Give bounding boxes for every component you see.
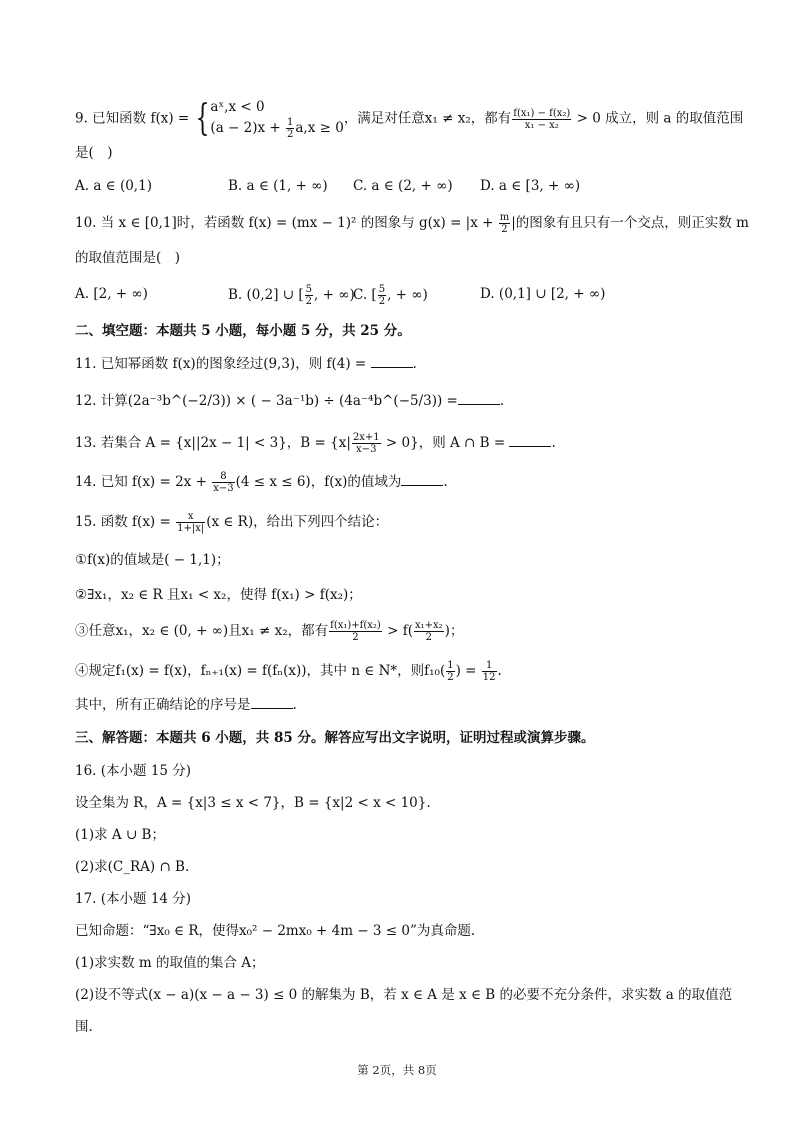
fraction: $\frac{1}{12}$ <box>482 660 496 683</box>
answer-blank[interactable] <box>371 355 413 368</box>
question-16-part-2: (2)求(C_RA) ∩ B. <box>75 859 190 875</box>
question-10: 10. 当 x ∈ [0,1]时，若函数 f(x) = (mx − 1)² 的图象与 g(x) = |x + $\frac{m}{2}$ |的图象有且只有一个交点，则正实数 m <box>75 212 749 235</box>
question-15-conclusion-4: ④规定f₁(x) = f(x)，fₙ₊₁(x) = f(fₙ(x))，其中 n ∈ N*，则f₁₀( $\frac{1}{2}$ ) = $\frac{1}{12}$ . <box>75 660 502 683</box>
option-b: B. (0,2] ∪ [ $\frac{5}{2}$ , + ∞) <box>228 284 355 307</box>
question-15-conclusion-2: ②∃x₁，x₂ ∈ R 且x₁ < x₂，使得 f(x₁) > f(x₂)； <box>75 587 362 603</box>
fraction: $\frac{x}{1+|x|}$ <box>177 511 205 534</box>
fraction: $\frac{\text{x₁+x₂}}{2}$ <box>414 620 443 643</box>
question-16-part-1: (1)求 A ∪ B； <box>75 827 165 843</box>
question-9: 9. 已知函数 f(x) = { aˣ,x < 0 (a − 2)x + $\frac{1}{2}$ a,x ≥ 0 ，满足对任意x₁ ≠ x₂，都有 $\frac{\text{f(x₁) − f(x₂)}}{\text{x₁ − x₂}}$ > 0 成立，则 a 的取值范围 <box>75 98 744 140</box>
fraction: $\frac{m}{2}$ <box>499 212 510 235</box>
question-14: 14. 已知 f(x) = 2x + $\frac{8}{x-3}$ (4 ≤ x ≤ 6)，f(x)的值域为 . <box>75 471 448 494</box>
question-17-stem: 已知命题：“∃x₀ ∈ R，使得x₀² − 2mx₀ + 4m − 3 ≤ 0”为真命题. <box>75 923 476 939</box>
fraction: $\frac{2x+1}{x-3}$ <box>352 432 380 455</box>
question-16-title: 16. (本小题 15 分) <box>75 763 192 779</box>
answer-blank[interactable] <box>401 473 443 486</box>
question-11: 11. 已知幂函数 f(x)的图象经过(9,3)，则 f(4) = . <box>75 356 417 372</box>
option-a: A. a ∈ (0,1) <box>75 178 152 194</box>
question-16-stem: 设全集为 R，A = {x|3 ≤ x < 7}，B = {x|2 < x < 10}. <box>75 795 431 811</box>
piecewise-cases: aˣ,x < 0 (a − 2)x + $\frac{1}{2}$ a,x ≥ 0 <box>210 99 344 140</box>
section-2-heading: 二、填空题：本题共 5 小题，每小题 5 分，共 25 分。 <box>75 323 411 339</box>
fraction: $\frac{\text{f(x₁)+f(x₂)}}{2}$ <box>330 620 381 643</box>
question-15-ask: 其中，所有正确结论的序号是 . <box>75 697 297 713</box>
section-3-heading: 三、解答题：本题共 6 小题，共 85 分。解答应写出文字说明，证明过程或演算步骤。 <box>75 730 595 746</box>
option-b: B. a ∈ (1, + ∞) <box>228 178 328 194</box>
fraction: $\frac{8}{x-3}$ <box>213 471 234 494</box>
question-15-conclusion-3: ③任意x₁，x₂ ∈ (0, + ∞)且x₁ ≠ x₂，都有 $\frac{\text{f(x₁)+f(x₂)}}{2}$ > f( $\frac{\text{x₁+x₂}}{2}$ )； <box>75 620 464 643</box>
question-10-line2: 的取值范围是( ) <box>75 250 181 266</box>
fraction: $\frac{1}{2}$ <box>447 660 454 683</box>
option-c: C. [ $\frac{5}{2}$ , + ∞) <box>353 284 428 307</box>
option-d: D. (0,1] ∪ [2, + ∞) <box>480 286 606 302</box>
answer-blank[interactable] <box>509 434 551 447</box>
option-d: D. a ∈ [3, + ∞) <box>480 178 581 194</box>
question-15: 15. 函数 f(x) = $\frac{x}{1+|x|}$ (x ∈ R)，给出下列四个结论： <box>75 511 389 534</box>
answer-blank[interactable] <box>251 696 293 709</box>
option-a: A. [2, + ∞) <box>75 286 148 302</box>
question-17-part-2: (2)设不等式(x − a)(x − a − 3) ≤ 0 的解集为 B，若 x ∈ A 是 x ∈ B 的必要不充分条件，求实数 a 的取值范 <box>75 987 733 1003</box>
fraction: $\frac{5}{2}$ <box>305 284 313 307</box>
question-17-part-2-cont: 围. <box>75 1019 93 1035</box>
page-footer: 第 2页，共 8页 <box>357 1063 437 1077</box>
left-brace: { <box>195 98 209 139</box>
question-17-part-1: (1)求实数 m 的取值的集合 A； <box>75 955 265 971</box>
question-17-title: 17. (本小题 14 分) <box>75 891 192 907</box>
option-c: C. a ∈ (2, + ∞) <box>353 178 453 194</box>
question-13: 13. 若集合 A = {x||2x − 1| < 3}，B = {x| $\frac{2x+1}{x-3}$ > 0}，则 A ∩ B = . <box>75 432 556 455</box>
question-15-conclusion-1: ①f(x)的值域是( − 1,1)； <box>75 552 230 568</box>
fraction: $\frac{\text{f(x₁) − f(x₂)}}{\text{x₁ − x₂}}$ <box>513 107 571 131</box>
fraction: $\frac{5}{2}$ <box>378 284 386 307</box>
answer-blank[interactable] <box>458 392 500 405</box>
question-9-line2: 是( ) <box>75 145 113 161</box>
fraction: $\frac{1}{2}$ <box>287 117 294 140</box>
question-12: 12. 计算(2a⁻³b^(−2/3)) × ( − 3a⁻¹b) ÷ (4a⁻⁴b^(−5/3)) = . <box>75 393 505 409</box>
